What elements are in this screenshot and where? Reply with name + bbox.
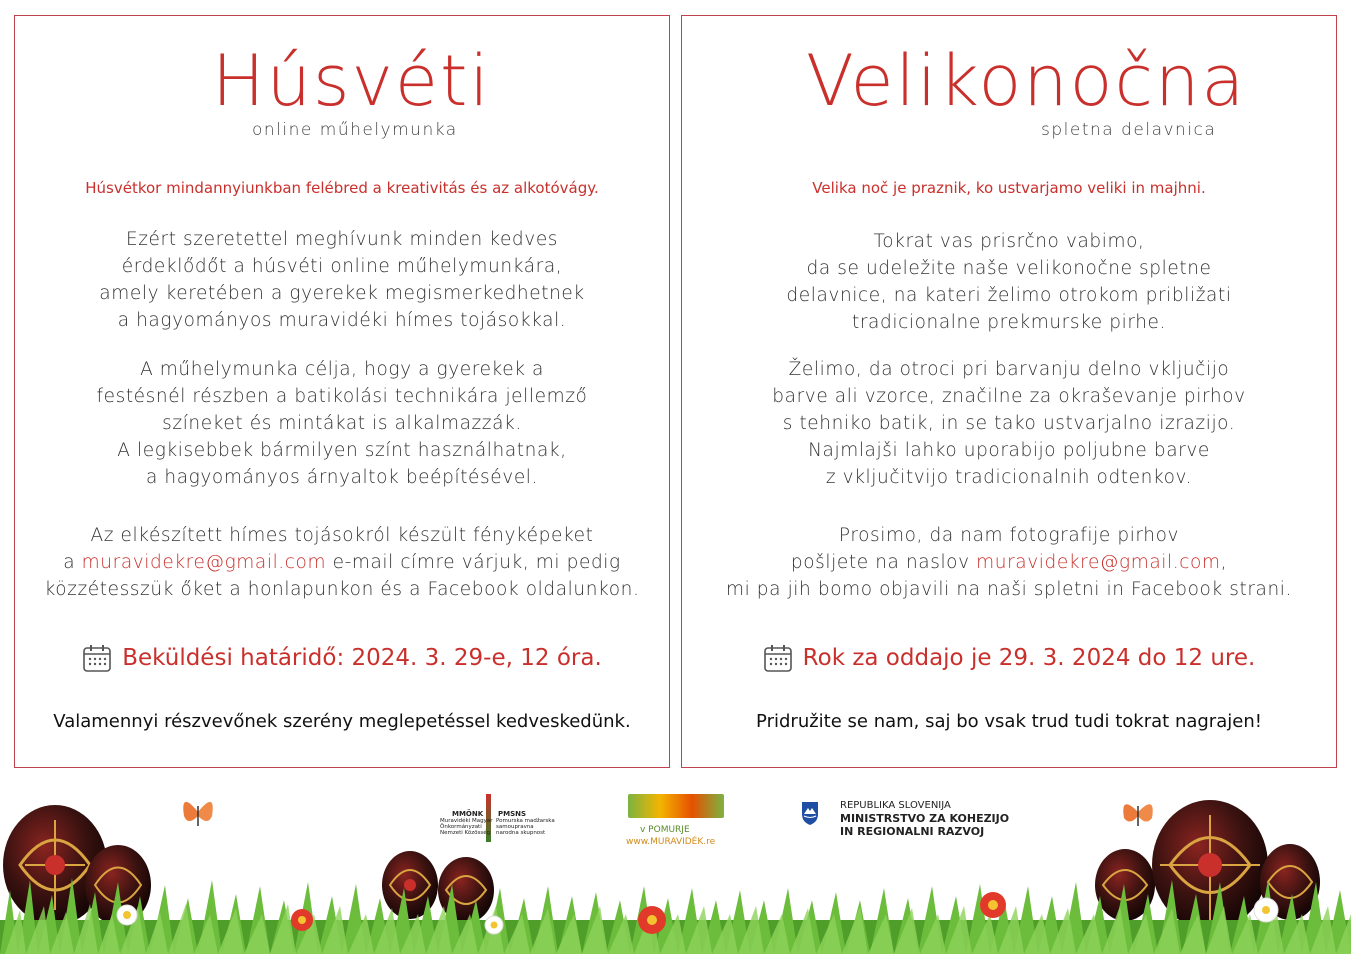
hu-intro: Húsvétkor mindannyiunkban felébred a kreativitás és az alkotóvágy. <box>85 179 599 197</box>
pmsns-sub <box>496 818 555 836</box>
email-link[interactable]: muravidekre@gmail.com <box>976 552 1221 573</box>
ministry-line-3: IN REGIONALNI RAZVOJ <box>840 825 985 838</box>
text-line: Pomurska madžarska <box>496 818 555 824</box>
ministry-line-1: REPUBLIKA SLOVENIJA <box>840 800 951 811</box>
sl-subtitle: spletna delavnica <box>1041 120 1217 140</box>
email-link[interactable]: muravidekre@gmail.com <box>81 552 327 573</box>
deadline-text: Beküldési határidő: 2024. 3. 29-e, 12 óra. <box>122 645 602 671</box>
sl-paragraph-3 <box>682 522 1336 603</box>
flower-icon <box>1254 898 1278 922</box>
text-segment: e-mail címre várjuk, mi pedig <box>326 552 621 573</box>
sl-deadline <box>682 643 1336 673</box>
deadline-text: Rok za oddajo je 29. 3. 2024 do 12 ure. <box>802 645 1256 671</box>
text-line: a hagyományos árnyaltok beépítésével. <box>145 467 539 488</box>
text-line: Želimo, da otroci pri barvanju delno vključijo <box>788 359 1230 380</box>
pomurje-url: www.MURAVIDÉK.re <box>626 837 716 847</box>
flower-icon <box>291 909 313 931</box>
flower-icon <box>638 906 666 934</box>
text-line: samoupravna <box>496 824 534 830</box>
calendar-icon <box>82 643 112 673</box>
text-line <box>15 549 669 576</box>
hu-paragraph-3 <box>15 522 669 603</box>
hu-closing: Valamennyi részvevőnek szerény meglepetéssel kedveskedünk. <box>53 711 631 732</box>
butterfly-icon <box>1123 804 1152 826</box>
pomurje-logo <box>626 794 726 852</box>
text-segment: a <box>63 552 82 573</box>
ministry-line-2: MINISTRSTVO ZA KOHEZIJO <box>840 812 1010 825</box>
easter-footer <box>0 770 1351 954</box>
flower-icon <box>117 905 137 925</box>
mmonk-sub <box>440 818 492 836</box>
hu-title: Húsvéti <box>212 40 491 122</box>
hu-paragraph-2 <box>15 356 669 491</box>
text-line: mi pa jih bomo objavili na naši spletni in Facebook strani. <box>725 579 1293 600</box>
text-line: narodna skupnost <box>496 830 546 836</box>
text-line: Önkormányzati <box>440 824 482 830</box>
text-line: A legkisebbek bármilyen színt használhatnak, <box>117 440 567 461</box>
text-line: tradicionalne prekmurske pirhe. <box>852 312 1166 333</box>
text-line: Najmlajši lahko uporabijo poljubne barve <box>808 440 1210 461</box>
text-line <box>682 549 1336 576</box>
text-line: A műhelymunka célja, hogy a gyerekek a <box>140 359 544 380</box>
calendar-icon <box>763 643 793 673</box>
text-line: delavnice, na kateri želimo otrokom približati <box>786 285 1232 306</box>
text-line: amely keretében a gyerekek megismerkedhetnek <box>99 283 585 304</box>
hu-subtitle: online műhelymunka <box>252 120 458 140</box>
sl-paragraph-1 <box>682 228 1336 336</box>
sl-intro: Velika noč je praznik, ko ustvarjamo veliki in majhni. <box>812 179 1206 197</box>
mmonk-label: MMÖNK <box>452 810 484 818</box>
text-line: Prosimo, da nam fotografije pirhov <box>838 525 1180 546</box>
text-segment: , <box>1220 552 1228 573</box>
text-line: barve ali vzorce, značilne za okraševanje pirhov <box>772 386 1246 407</box>
text-line: z vključitvijo tradicionalnih odtenkov. <box>825 467 1193 488</box>
sl-closing: Pridružite se nam, saj bo vsak trud tudi tokrat nagrajen! <box>756 711 1262 732</box>
pomurje-label: v POMURJE <box>640 825 690 835</box>
text-line: közzétesszük őket a honlapunkon és a Facebook oldalunkon. <box>44 579 640 600</box>
pomurje-graphic <box>628 794 724 818</box>
text-line: Muravidéki Magyar <box>440 818 493 824</box>
mmonk-pmsns-logo <box>440 794 560 842</box>
text-line: s tehniko batik, in se tako ustvarjalno izrazijo. <box>782 413 1236 434</box>
hungarian-panel <box>14 15 670 768</box>
text-line: színeket és mintákat is alkalmazzák. <box>162 413 522 434</box>
pmsns-label: PMSNS <box>498 810 527 818</box>
ministry-logo <box>800 798 1020 842</box>
slovenian-panel <box>681 15 1337 768</box>
text-line: Ezért szeretettel meghívunk minden kedves <box>125 229 559 250</box>
text-line: festésnél részben a batikolási technikára jellemző <box>96 386 588 407</box>
sl-title: Velikonočna <box>806 40 1247 122</box>
flower-icon <box>485 916 503 934</box>
flower-icon <box>980 892 1006 918</box>
hu-deadline <box>15 643 669 673</box>
hu-paragraph-1 <box>15 226 669 334</box>
text-line: Tokrat vas prisrčno vabimo, <box>873 231 1145 252</box>
butterfly-icon <box>183 802 212 826</box>
text-line: Az elkészített hímes tojásokról készült fényképeket <box>90 525 594 546</box>
text-line: Nemzeti Közösség <box>440 830 491 836</box>
text-line: érdeklődőt a húsvéti online műhelymunkára, <box>121 256 563 277</box>
text-segment: pošljete na naslov <box>790 552 977 573</box>
sl-paragraph-2 <box>682 356 1336 491</box>
coat-of-arms-icon <box>800 800 820 826</box>
text-line: a hagyományos muravidéki hímes tojásokkal. <box>117 310 567 331</box>
text-line: da se udeležite naše velikonočne spletne <box>806 258 1212 279</box>
